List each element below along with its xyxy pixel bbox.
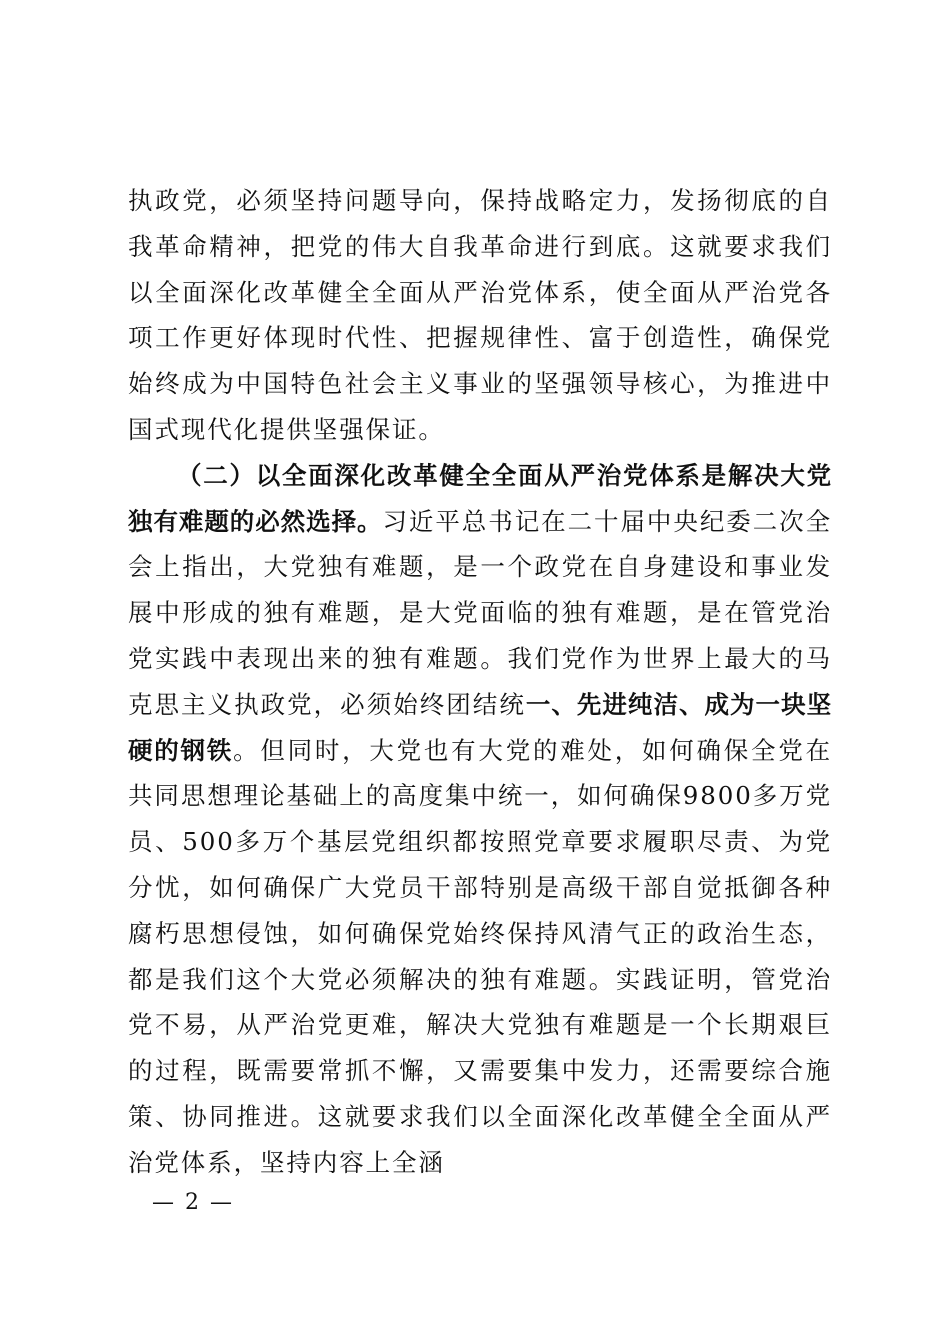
body-text [128,178,832,1186]
paragraph-2-text-part-1: 习近平总书记在二十届中央纪委二次全会上指出，大党独有难题，是一个政党在自身建设和事业发展中形成的独有难题，是大党面临的独有难题，是在管党治党实践中表现出来的独有难题。我们党作为世界上最大的马克思主义执政党，必须始终团结统 [128,506,832,719]
emphasized-phrase: 一、先进纯洁、成为一块坚硬的钢铁 [128,689,832,765]
paragraph-2-text-part-2: 。但同时，大党也有大党的难处，如何确保全党在共同思想理论基础上的高度集中统一，如何确保9800多万党员、500多万个基层党组织都按照党章要求履职尽责、为党分忧，如何确保广大党员干部特别是高级干部自觉抵御各种腐朽思想侵蚀，如何确保党始终保持风清气正的政治生态，都是我们这个大党必须解决的独有难题。实践证明，管党治党不易，从严治党更难，解决大党独有难题是一个长期艰巨的过程，既需要常抓不懈，又需要集中发力，还需要综合施策、协同推进。这就要求我们以全面深化改革健全全面从严治党体系，坚持内容上全涵 [128,735,832,1177]
section-heading: （二）以全面深化改革健全全面从严治党体系是解决大党独有难题的必然选择。 [128,460,832,536]
paragraph-section-2 [128,453,832,1186]
paragraph-1-text: 执政党，必须坚持问题导向，保持战略定力，发扬彻底的自我革命精神，把党的伟大自我革命进行到底。这就要求我们以全面深化改革健全全面从严治党体系，使全面从严治党各项工作更好体现时代性、把握规律性、富于创造性，确保党始终成为中国特色社会主义事业的坚强领导核心，为推进中国式现代化提供坚强保证。 [128,186,832,444]
paragraph-continuation [128,178,832,453]
page-number: — 2 — [152,1190,234,1215]
